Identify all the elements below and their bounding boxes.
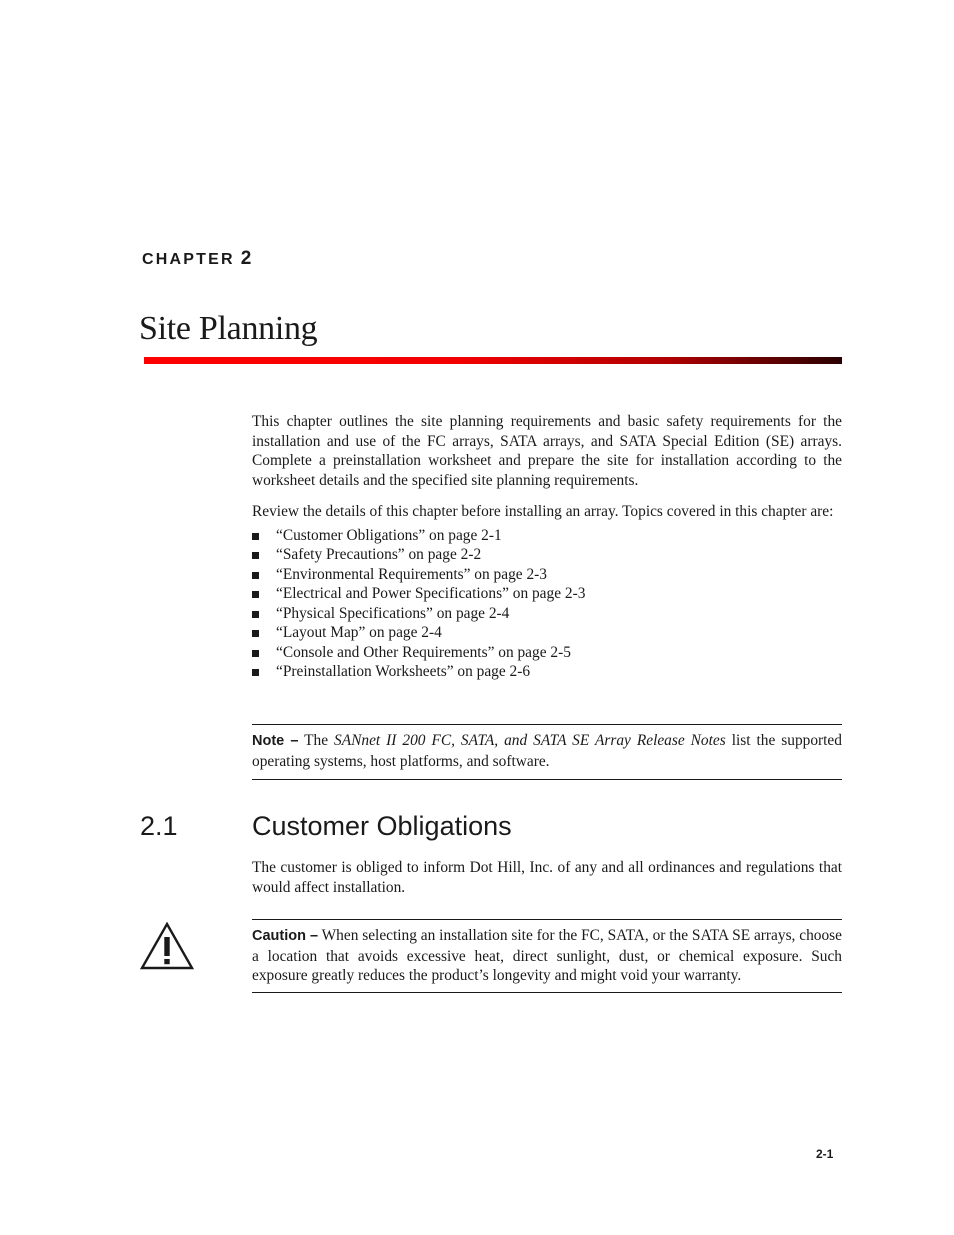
caution-lead: Caution – <box>252 928 319 944</box>
list-item[interactable] <box>252 565 842 585</box>
bullet-icon <box>252 572 259 579</box>
list-item[interactable] <box>252 584 842 604</box>
list-item[interactable] <box>252 526 842 546</box>
section-body <box>252 858 842 897</box>
warning-triangle-icon <box>140 921 194 971</box>
note-suffix: list the supported operating systems, host platforms, and software. <box>252 732 842 770</box>
chapter-number: 2 <box>240 248 252 269</box>
topic-link[interactable]: “Electrical and Power Specifications” on page 2-3 <box>276 585 586 603</box>
page-number: 2-1 <box>816 1147 834 1161</box>
caution-text <box>252 926 842 986</box>
intro-paragraph-1: This chapter outlines the site planning requirements and basic safety requirements for the installation and use of the FC arrays, SATA arrays, and SATA Special Edition (SE) arrays. Complete a preinstallation worksheet and prepare the site for installation according to the worksheet details and the specified site planning requirements. <box>252 413 842 489</box>
bullet-icon <box>252 630 259 637</box>
bullet-icon <box>252 611 259 618</box>
caution-box <box>252 919 842 993</box>
list-item[interactable] <box>252 662 842 682</box>
chapter-title-rule <box>144 357 842 364</box>
bullet-icon <box>252 552 259 559</box>
note-box <box>252 724 842 780</box>
topic-link[interactable]: “Safety Precautions” on page 2-2 <box>276 546 482 564</box>
list-item[interactable] <box>252 643 842 663</box>
bullet-icon <box>252 650 259 657</box>
topic-link[interactable]: “Environmental Requirements” on page 2-3 <box>276 565 547 583</box>
chapter-title: Site Planning <box>139 310 318 347</box>
list-item[interactable] <box>252 545 842 565</box>
section-title: Customer Obligations <box>252 811 512 841</box>
note-text <box>252 731 842 771</box>
topic-link[interactable]: “Layout Map” on page 2-4 <box>276 624 442 642</box>
note-prefix: The <box>304 732 329 749</box>
chapter-label <box>142 248 251 270</box>
intro-section <box>252 412 842 682</box>
section-paragraph: The customer is obliged to inform Dot Hill, Inc. of any and all ordinances and regulations that would affect installation. <box>252 859 842 896</box>
caution-body: When selecting an installation site for the FC, SATA, or the SATA SE arrays, choose a location that avoids excessive heat, direct sunlight, dust, or chemical exposure. Such exposure greatly reduces the product’s longevity and might void your warranty. <box>252 927 842 985</box>
topic-list <box>252 526 842 682</box>
chapter-label-text: CHAPTER <box>142 251 235 268</box>
section-number: 2.1 <box>140 811 178 841</box>
bullet-icon <box>252 669 259 676</box>
topic-link[interactable]: “Console and Other Requirements” on page 2-5 <box>276 643 571 661</box>
intro-paragraph-2: Review the details of this chapter before installing an array. Topics covered in this chapter are: <box>252 503 834 521</box>
note-lead: Note – <box>252 733 299 749</box>
bullet-icon <box>252 533 259 540</box>
note-doc-title: SANnet II 200 FC, SATA, and SATA SE Array Release Notes <box>334 732 726 749</box>
topic-link[interactable]: “Customer Obligations” on page 2-1 <box>276 526 502 544</box>
bullet-icon <box>252 591 259 598</box>
list-item[interactable] <box>252 604 842 624</box>
topic-link[interactable]: “Physical Specifications” on page 2-4 <box>276 604 510 622</box>
list-item[interactable] <box>252 623 842 643</box>
topic-link[interactable]: “Preinstallation Worksheets” on page 2-6 <box>276 663 531 681</box>
